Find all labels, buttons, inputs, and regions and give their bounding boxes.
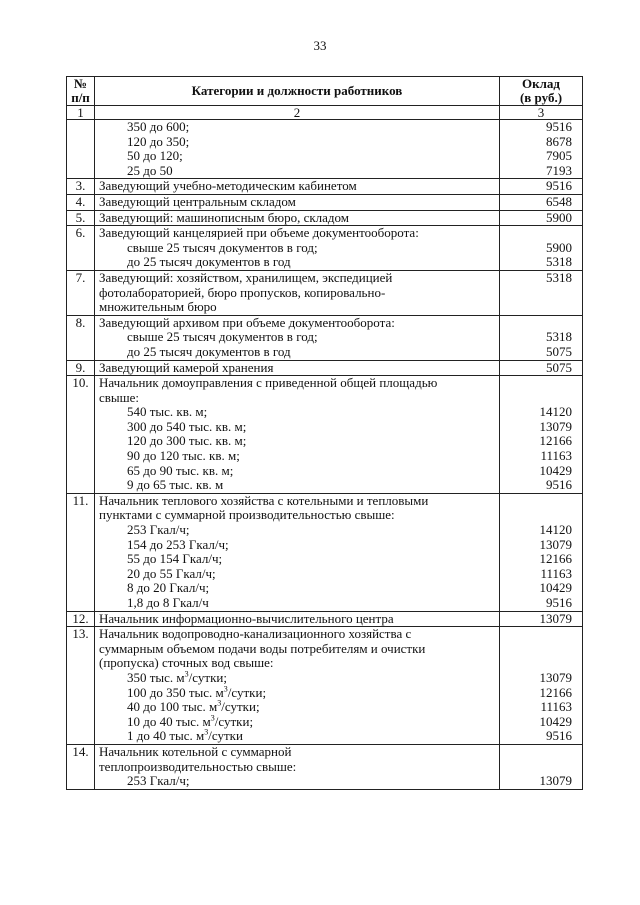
salary-value: 5318 (546, 329, 572, 345)
sub-item: 120 до 350; (127, 133, 190, 149)
sub-item: 65 до 90 тыс. кв. м; (127, 462, 234, 478)
sub-item: 154 до 253 Гкал/ч; (127, 536, 229, 552)
row-salary (500, 315, 583, 360)
row-title: Начальник домоуправления с приведенной общей площадью (99, 375, 438, 391)
row-title: Заведующий: хозяйством, хранилищем, экспедицией (99, 269, 393, 285)
row-description (95, 315, 500, 360)
header-salary-line-2: (в руб.) (519, 90, 563, 105)
salary-value: 7193 (546, 162, 572, 178)
row-description (95, 627, 500, 745)
salary-value: 5900 (546, 239, 572, 255)
row-number: 10. (67, 376, 95, 494)
sub-item: 9 до 65 тыс. кв. м (127, 477, 224, 493)
row-description: Заведующий учебно-методическим кабинетом (95, 179, 500, 195)
table-row (67, 315, 583, 360)
salary-value: 5318 (500, 270, 583, 315)
salary-value: 12166 (539, 551, 572, 567)
table-row (67, 360, 583, 376)
sub-item: 10 до 40 тыс. $м^3$/сутки; (127, 713, 254, 729)
row-number: 12. (67, 611, 95, 627)
row-description (95, 226, 500, 271)
row-number: 6. (67, 226, 95, 271)
salary-value: 5900 (500, 210, 583, 226)
salary-value: 11163 (540, 699, 572, 715)
salary-value: 5318 (546, 254, 572, 270)
row-title: (пропуска) сточных вод свыше: (99, 655, 274, 671)
row-description: Начальник информационно-вычислительного центра (95, 611, 500, 627)
row-title: Начальник теплового хозяйства с котельными и тепловыми (99, 492, 429, 508)
row-description (95, 270, 500, 315)
salary-value: 13079 (539, 773, 572, 789)
row-description (95, 493, 500, 611)
salary-value: 5075 (500, 360, 583, 376)
salary-value: 7905 (546, 148, 572, 164)
row-description (95, 744, 500, 789)
salary-value: 12166 (539, 433, 572, 449)
salary-value: 9516 (546, 119, 572, 134)
table-row (67, 179, 583, 195)
row-title: пунктами с суммарной производительностью свыше: (99, 507, 395, 523)
row-salary (500, 226, 583, 271)
row-title: суммарным объемом подачи воды потребителям и очистки (99, 640, 426, 656)
row-title: множительным бюро (99, 299, 217, 315)
salary-value: 10429 (539, 713, 572, 729)
salary-value: 9516 (546, 728, 572, 744)
row-number: 8. (67, 315, 95, 360)
sub-item: 50 до 120; (127, 148, 183, 164)
row-number: 5. (67, 210, 95, 226)
row-title: Начальник водопроводно-канализационного хозяйства с (99, 626, 412, 642)
salary-value: 13079 (539, 669, 572, 685)
salary-value: 9516 (500, 179, 583, 195)
salary-value: 14120 (539, 522, 572, 538)
row-description (95, 376, 500, 494)
table-row (67, 210, 583, 226)
salary-value: 13079 (539, 536, 572, 552)
sub-item: 1 до 40 тыс. $м^3$/сутки (127, 728, 243, 744)
salary-value: 10429 (539, 580, 572, 596)
row-title: теплопроизводительностью свыше: (99, 758, 297, 774)
header-salary-line-1: Оклад (522, 76, 560, 91)
salary-value: 6548 (500, 194, 583, 210)
row-number: 9. (67, 360, 95, 376)
salary-value: 5075 (546, 343, 572, 359)
sub-item: 55 до 154 Гкал/ч; (127, 551, 223, 567)
salary-value: 11163 (540, 565, 572, 581)
table-row (67, 120, 583, 179)
sub-item: 1,8 до 8 Гкал/ч (127, 595, 209, 610)
salary-value: 13079 (500, 611, 583, 627)
row-salary (500, 120, 583, 179)
table-row (67, 493, 583, 611)
sub-item: 350 тыс. $м^3$/сутки; (127, 669, 227, 685)
salary-value: 13079 (539, 418, 572, 434)
row-number: 4. (67, 194, 95, 210)
row-title: Заведующий архивом при объеме документооборота: (99, 314, 395, 330)
row-number (67, 120, 95, 179)
row-title: свыше: (99, 389, 140, 405)
salary-value: 10429 (539, 462, 572, 478)
sub-item: 100 до 350 тыс. $м^3$/сутки; (127, 684, 267, 700)
table-row (67, 744, 583, 789)
salary-table (66, 76, 583, 790)
sub-item: 350 до 600; (127, 119, 190, 134)
row-number: 7. (67, 270, 95, 315)
row-title: Начальник котельной с суммарной (99, 743, 292, 759)
column-number: 3 (500, 106, 583, 120)
sub-item: 120 до 300 тыс. кв. м; (127, 433, 247, 449)
salary-value: 14120 (539, 404, 572, 420)
column-numbers-row (67, 106, 583, 120)
sub-item: 20 до 55 Гкал/ч; (127, 565, 216, 581)
sub-item: 253 Гкал/ч; (127, 522, 190, 538)
table-header-row (67, 77, 583, 106)
table-row (67, 611, 583, 627)
row-description: Заведующий: машинописным бюро, складом (95, 210, 500, 226)
sub-item: до 25 тысяч документов в год (127, 254, 291, 270)
row-description (95, 120, 500, 179)
sub-item: свыше 25 тысяч документов в год; (127, 329, 318, 345)
salary-value: 12166 (539, 684, 572, 700)
salary-value: 9516 (546, 595, 572, 610)
row-number: 11. (67, 493, 95, 611)
table-row (67, 627, 583, 745)
salary-value: 11163 (540, 448, 572, 464)
row-title: фотолабораторией, бюро пропусков, копировально- (99, 284, 386, 300)
sub-item: 253 Гкал/ч; (127, 773, 190, 789)
sub-item: 300 до 540 тыс. кв. м; (127, 418, 247, 434)
row-salary (500, 493, 583, 611)
sub-item: 8 до 20 Гкал/ч; (127, 580, 210, 596)
row-number: 13. (67, 627, 95, 745)
row-description: Заведующий центральным складом (95, 194, 500, 210)
sub-item: до 25 тысяч документов в год (127, 343, 291, 359)
table-row (67, 270, 583, 315)
column-number: 1 (67, 106, 95, 120)
table-row (67, 226, 583, 271)
row-title: Заведующий канцелярией при объеме документооборота: (99, 225, 419, 241)
sub-item: 540 тыс. кв. м; (127, 404, 208, 420)
row-salary (500, 744, 583, 789)
page-number: 33 (313, 38, 327, 53)
row-description: Заведующий камерой хранения (95, 360, 500, 376)
row-salary (500, 376, 583, 494)
row-number: 14. (67, 744, 95, 789)
header-number: № п/п (67, 77, 95, 106)
header-salary (500, 77, 583, 106)
table-row (67, 194, 583, 210)
sub-item: свыше 25 тысяч документов в год; (127, 239, 318, 255)
sub-item: 25 до 50 (127, 162, 173, 178)
column-number: 2 (95, 106, 500, 120)
header-title: Категории и должности работников (95, 77, 500, 106)
sub-item: 90 до 120 тыс. кв. м; (127, 448, 240, 464)
salary-value: 9516 (546, 477, 572, 493)
row-number: 3. (67, 179, 95, 195)
salary-value: 8678 (546, 133, 572, 149)
row-salary (500, 627, 583, 745)
sub-item: 40 до 100 тыс. $м^3$/сутки; (127, 698, 260, 715)
table-row (67, 376, 583, 494)
